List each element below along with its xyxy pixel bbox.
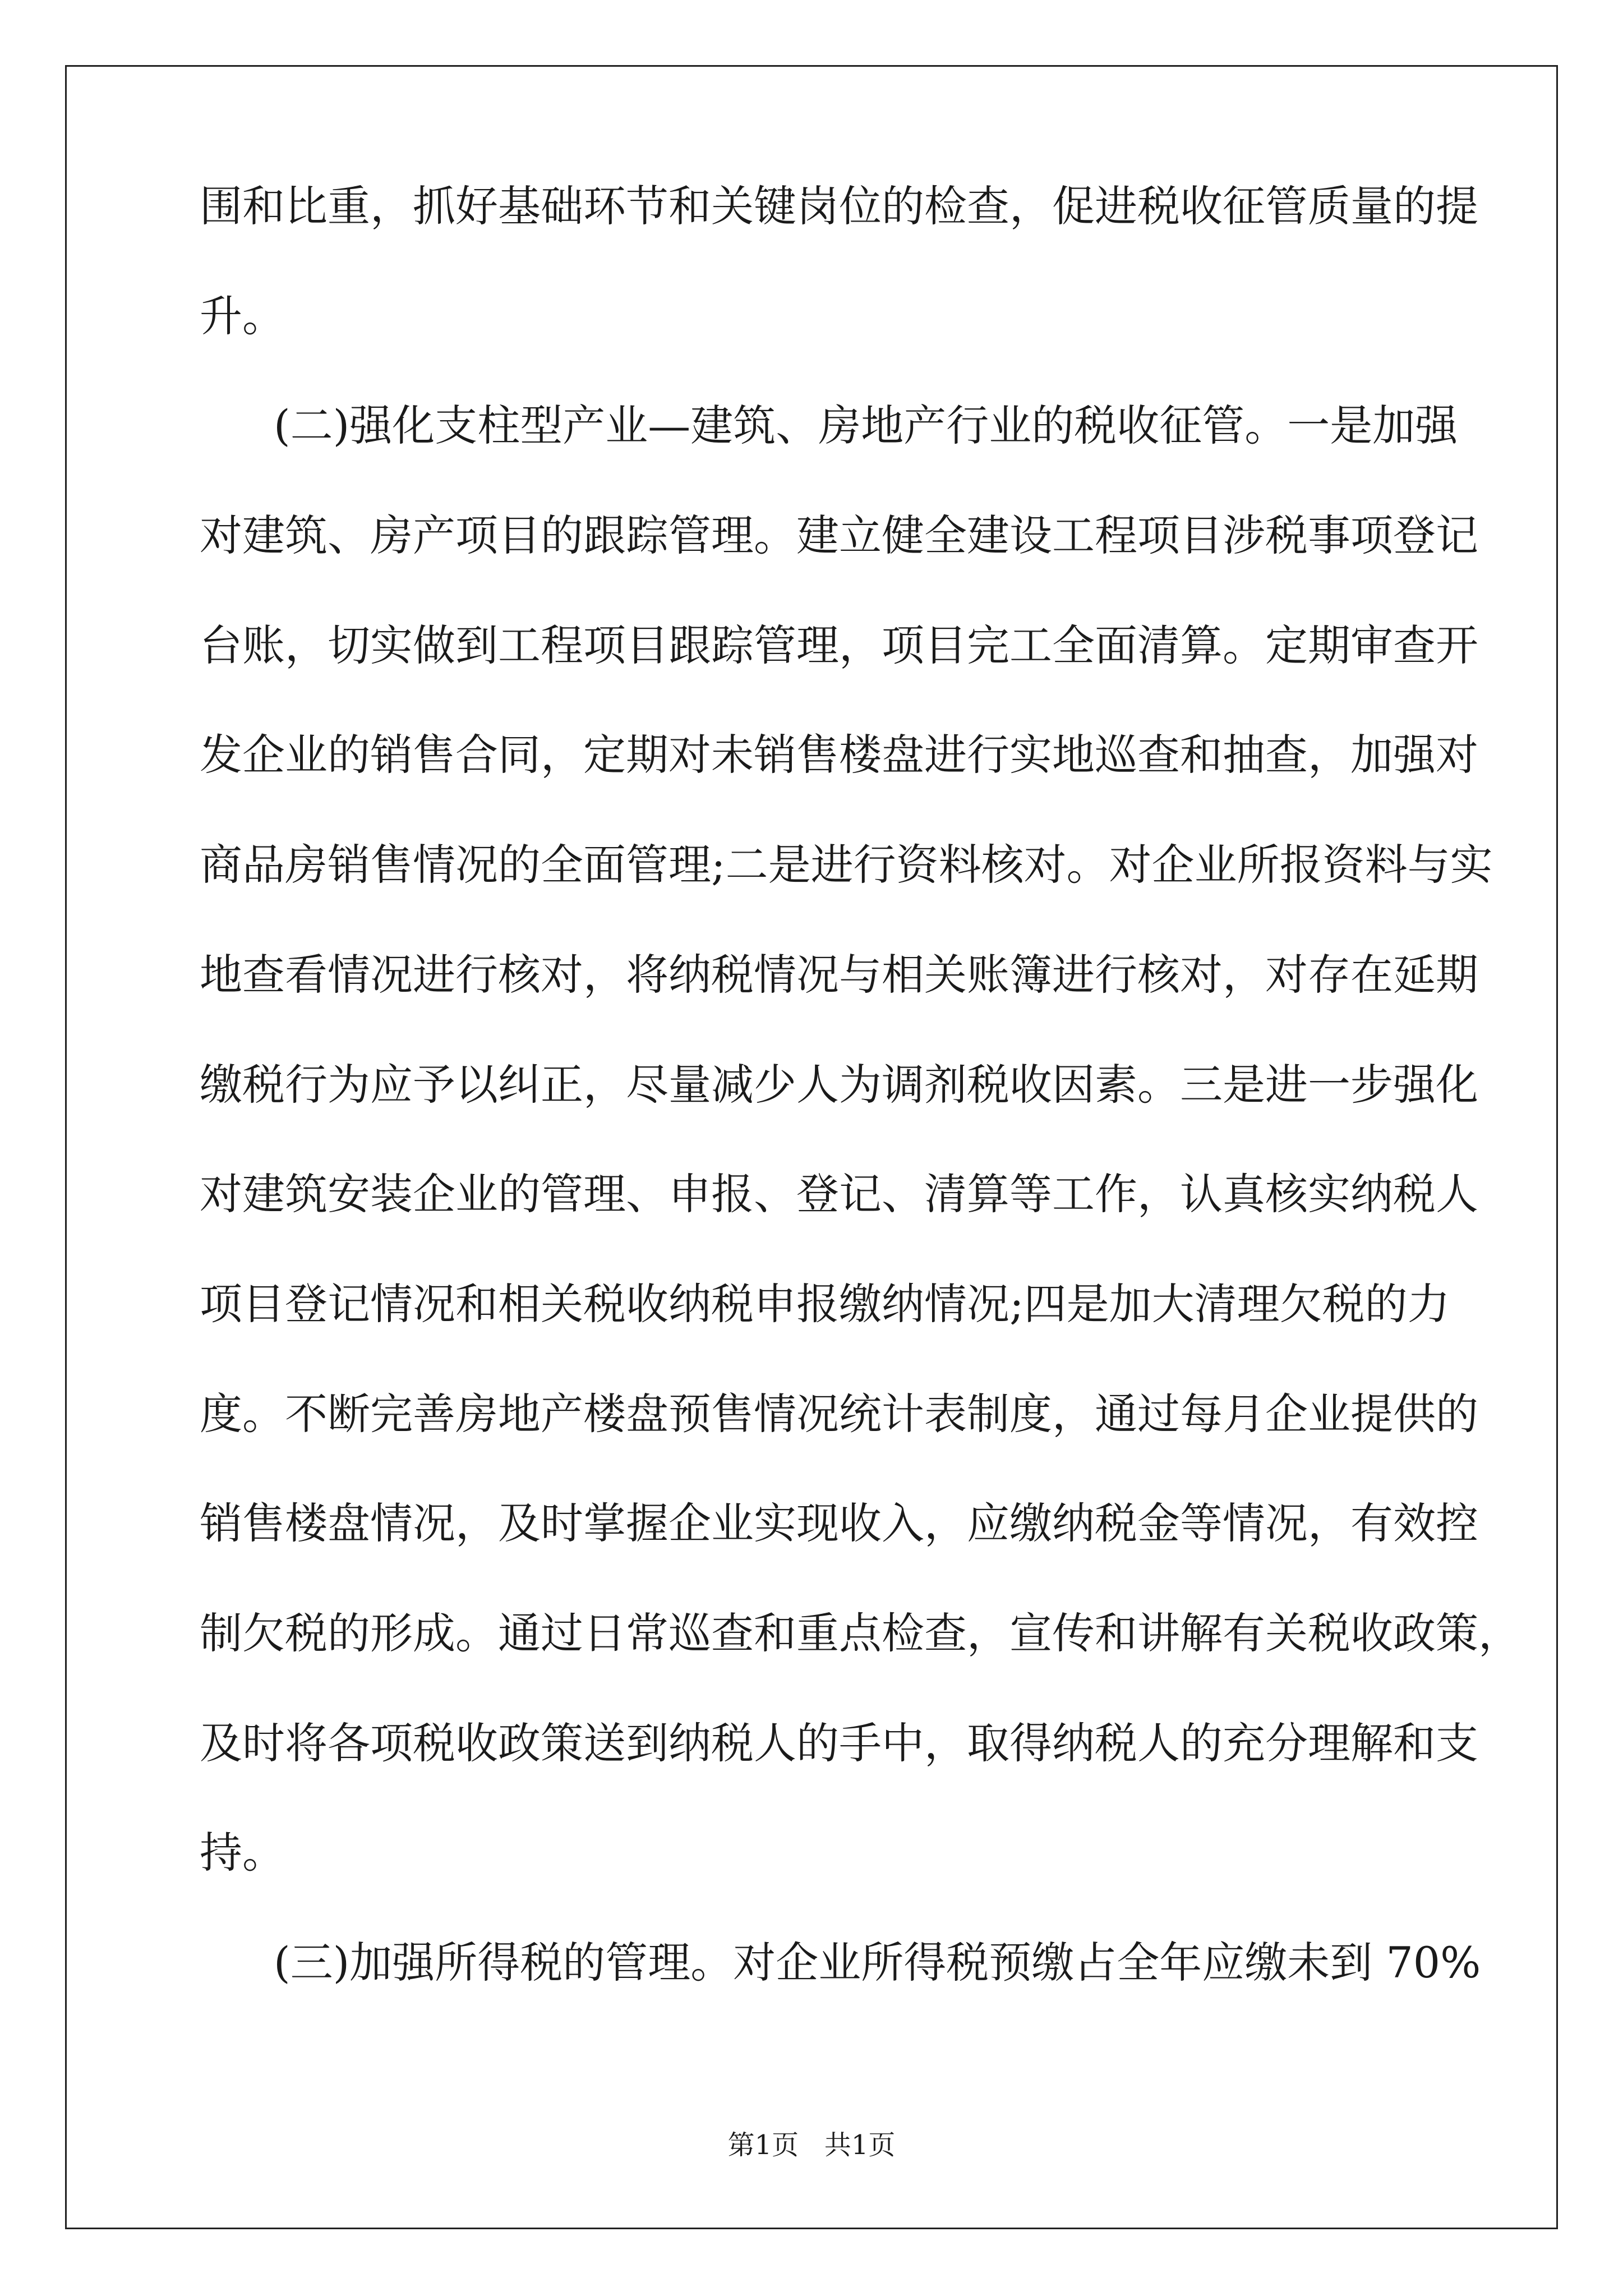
text-line: 围和比重，抓好基础环节和关键岗位的检查，促进税收征管质量的提: [200, 181, 1478, 231]
text-line: 度。不断完善房地产楼盘预售情况统计表制度，通过每月企业提供的: [200, 1388, 1478, 1439]
text-line: 发企业的销售合同，定期对未销售楼盘进行实地巡查和抽查，加强对: [200, 730, 1478, 780]
page-footer: 第1页 共1页: [727, 2129, 896, 2161]
document-body: [200, 181, 1521, 2051]
text-line: 地查看情况进行核对，将纳税情况与相关账簿进行核对，对存在延期: [200, 949, 1478, 1000]
text-line: 台账，切实做到工程项目跟踪管理，项目完工全面清算。定期审查开: [200, 620, 1478, 670]
text-line: 项目登记情况和相关税收纳税申报缴纳情况;四是加大清理欠税的力: [200, 1278, 1450, 1329]
text-line: (三)加强所得税的管理。对企业所得税预缴占全年应缴未到 70%: [274, 1938, 1481, 1987]
text-line: 制欠税的形成。通过日常巡查和重点检查，宣传和讲解有关税收政策，: [200, 1608, 1521, 1658]
text-line: (二)强化支柱型产业—建筑、房地产行业的税收征管。一是加强: [274, 401, 1458, 451]
text-line: 销售楼盘情况，及时掌握企业实现收入，应缴纳税金等情况，有效控: [200, 1498, 1478, 1549]
text-line: 持。: [200, 1828, 285, 1878]
text-line: 商品房销售情况的全面管理;二是进行资料核对。对企业所报资料与实: [200, 840, 1493, 890]
text-line: 升。: [200, 291, 285, 341]
text-line: 对建筑安装企业的管理、申报、登记、清算等工作，认真核实纳税人: [200, 1169, 1478, 1220]
text-line: 对建筑、房产项目的跟踪管理。建立健全建设工程项目涉税事项登记: [200, 510, 1478, 561]
text-line: 及时将各项税收政策送到纳税人的手中，取得纳税人的充分理解和支: [200, 1718, 1478, 1768]
text-line: 缴税行为应予以纠正，尽量减少人为调剂税收因素。三是进一步强化: [200, 1059, 1478, 1110]
